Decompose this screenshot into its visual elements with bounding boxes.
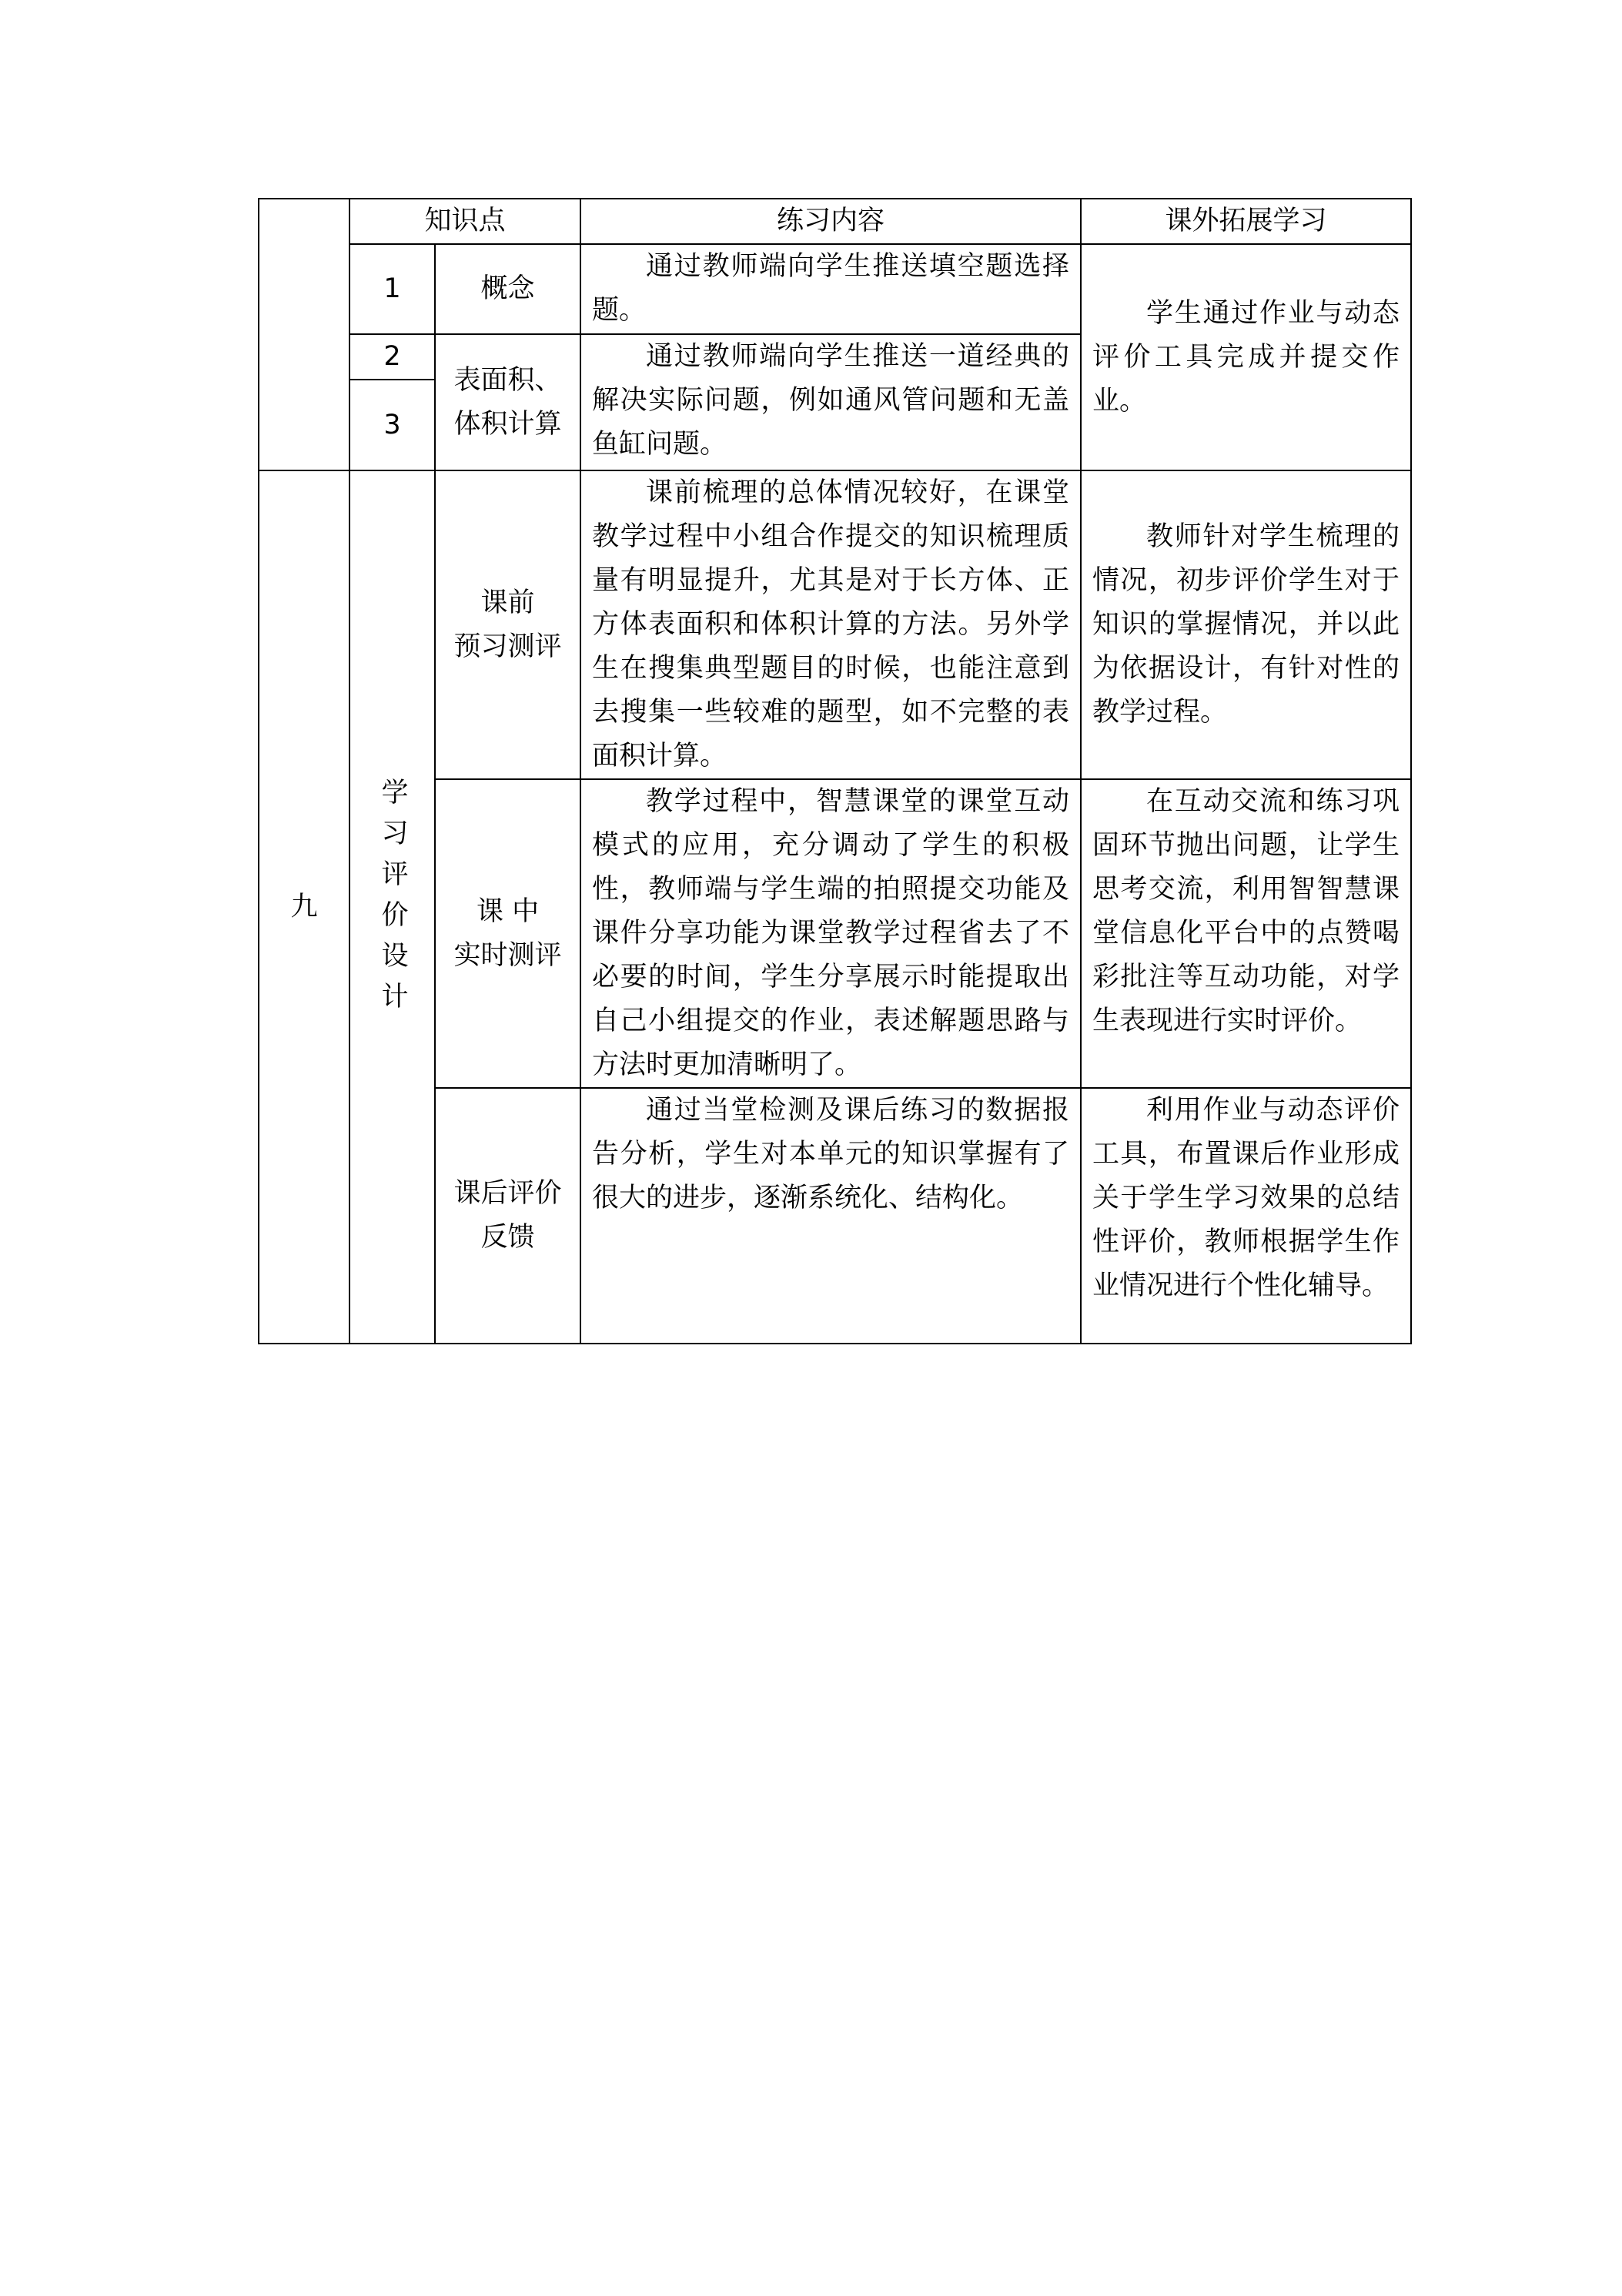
evaluation-content-cell: 教学过程中，智慧课堂的课堂互动模式的应用，充分调动了学生的积极性，教师端与学生端的拍照提交功能及课件分享功能为课堂教学过程省去了不必要的时间，学生分享展示时能提取出自己小组提交的作业，表述解题思路与方法时更加清晰明了。 [580,779,1081,1088]
section-title: 学习评价设计 [377,778,408,1022]
evaluation-content-cell: 通过当堂检测及课后练习的数据报告分析，学生对本单元的知识掌握有了很大的进步，逐渐系统化、结构化。 [580,1088,1081,1344]
practice-content-cell: 通过教师端向学生推送一道经典的解决实际问题，例如通风管问题和无盖鱼缸问题。 [580,334,1081,470]
stage-text [454,890,562,978]
stage-text [454,1172,562,1260]
evaluation-stage [435,470,580,779]
stage-line-2: 预习测评 [453,631,562,662]
stage-line-1: 课前 [480,587,535,618]
table-row [259,244,1411,334]
evaluation-content-cell: 课前梳理的总体情况较好，在课堂教学过程中小组合作提交的知识梳理质量有明显提升，尤其是对于长方体、正方体表面积和体积计算的方法。另外学生在搜集典型题目的时候，也能注意到去搜集一些较难的题型，如不完整的表面积计算。 [580,470,1081,779]
header-practice-content: 练习内容 [580,199,1081,244]
evaluation-stage [435,779,580,1088]
section-number: 九 [259,470,349,1344]
stage-line-1: 课 中 [476,895,540,927]
practice-content-cell: 通过教师端向学生推送填空题选择题。 [580,244,1081,334]
stage-text [454,581,562,669]
stage-line-2: 实时测评 [453,939,562,971]
stage-line-2: 反馈 [480,1222,535,1253]
row-number: 1 [349,244,435,334]
knowledge-topic [435,334,580,470]
extended-learning-cell: 学生通过作业与动态评价工具完成并提交作业。 [1081,244,1411,470]
section-title-cell [349,470,435,1344]
header-extended-learning: 课外拓展学习 [1081,199,1411,244]
evaluation-stage [435,1088,580,1344]
header-knowledge-point: 知识点 [349,199,580,244]
stage-line-1: 课后评价 [453,1178,562,1209]
topic-text [454,359,562,447]
evaluation-extended-cell: 利用作业与动态评价工具，布置课后作业形成关于学生学习效果的总结性评价，教师根据学生作业情况进行个性化辅导。 [1081,1088,1411,1344]
topic-line-2: 体积计算 [453,408,562,440]
section-8-number-cell [259,199,349,470]
row-number: 2 [349,334,435,380]
evaluation-extended-cell: 在互动交流和练习巩固环节抛出问题，让学生思考交流，利用智智慧课堂信息化平台中的点赞喝彩批注等互动功能，对学生表现进行实时评价。 [1081,779,1411,1088]
row-number: 3 [349,380,435,470]
table-header-row [259,199,1411,244]
knowledge-topic: 概念 [435,244,580,334]
lesson-design-table [258,198,1412,1344]
evaluation-extended-cell: 教师针对学生梳理的情况，初步评价学生对于知识的掌握情况，并以此为依据设计，有针对性的教学过程。 [1081,470,1411,779]
topic-line-1: 表面积、 [453,364,562,396]
table-row [259,470,1411,779]
